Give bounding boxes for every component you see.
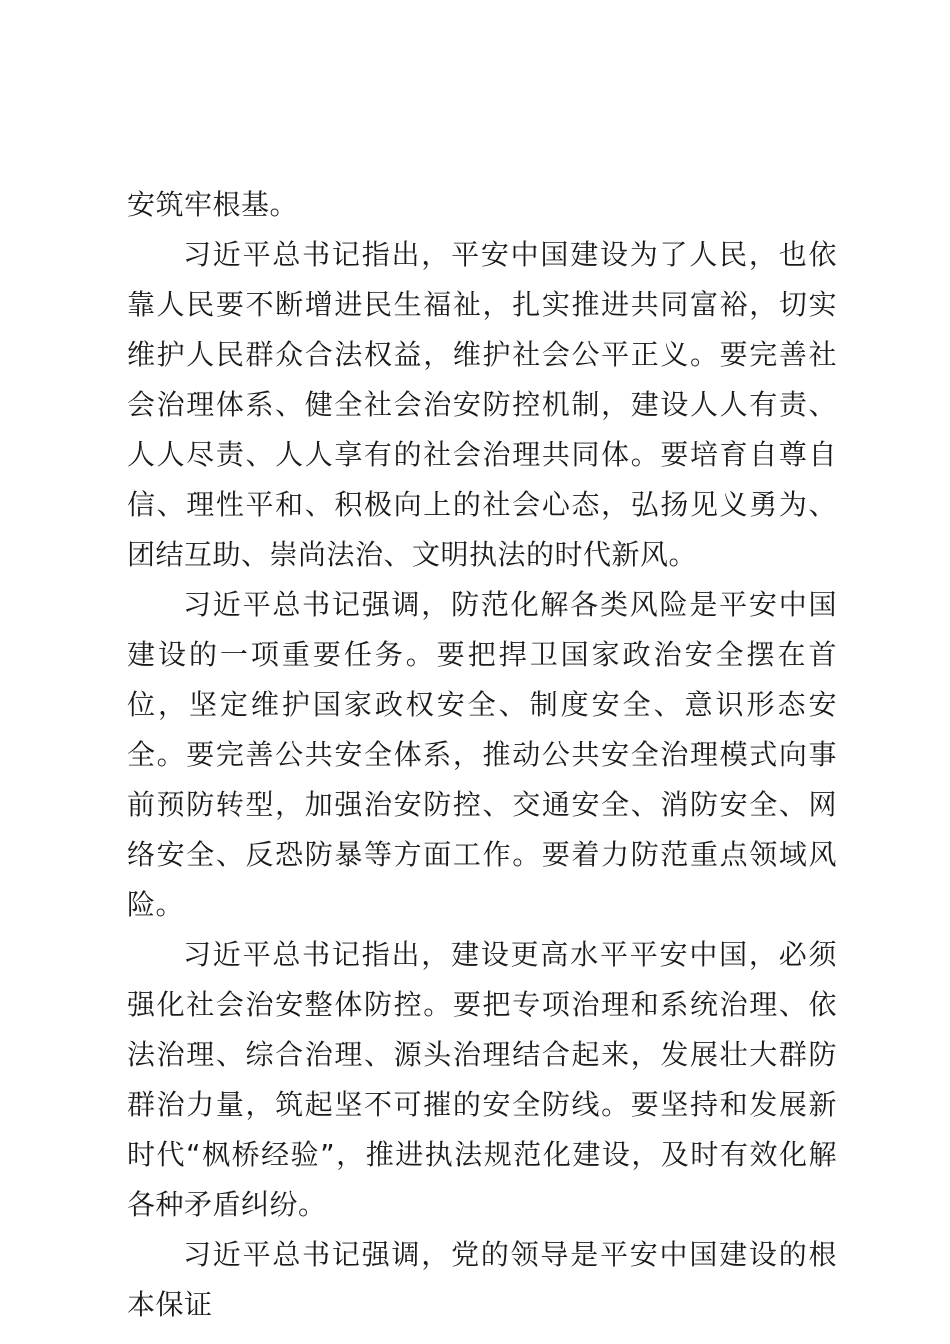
document-body <box>127 180 837 1330</box>
paragraph-1: 安筑牢根基。 <box>127 188 299 221</box>
paragraph-4: 习近平总书记指出，建设更高水平平安中国，必须强化社会治安整体防控。要把专项治理和系统治理、依法治理、综合治理、源头治理结合起来，发展壮大群防群治力量，筑起坚不可摧的安全防线。要坚持和发展新时代“枫桥经验”，推进执法规范化建设，及时有效化解各种矛盾纠纷。 <box>127 938 837 1221</box>
paragraph-2: 习近平总书记指出，平安中国建设为了人民，也依靠人民要不断增进民生福祉，扎实推进共同富裕，切实维护人民群众合法权益，维护社会公平正义。要完善社会治理体系、健全社会治安防控机制，建设人人有责、人人尽责、人人享有的社会治理共同体。要培育自尊自信、理性平和、积极向上的社会心态，弘扬见义勇为、团结互助、崇尚法治、文明执法的时代新风。 <box>127 238 837 571</box>
paragraph-3: 习近平总书记强调，防范化解各类风险是平安中国建设的一项重要任务。要把捍卫国家政治安全摆在首位，坚定维护国家政权安全、制度安全、意识形态安全。要完善公共安全体系，推动公共安全治理模式向事前预防转型，加强治安防控、交通安全、消防安全、网络安全、反恐防暴等方面工作。要着力防范重点领域风险。 <box>127 588 837 921</box>
paragraph-5: 习近平总书记强调，党的领导是平安中国建设的根本保证 <box>127 1238 837 1321</box>
